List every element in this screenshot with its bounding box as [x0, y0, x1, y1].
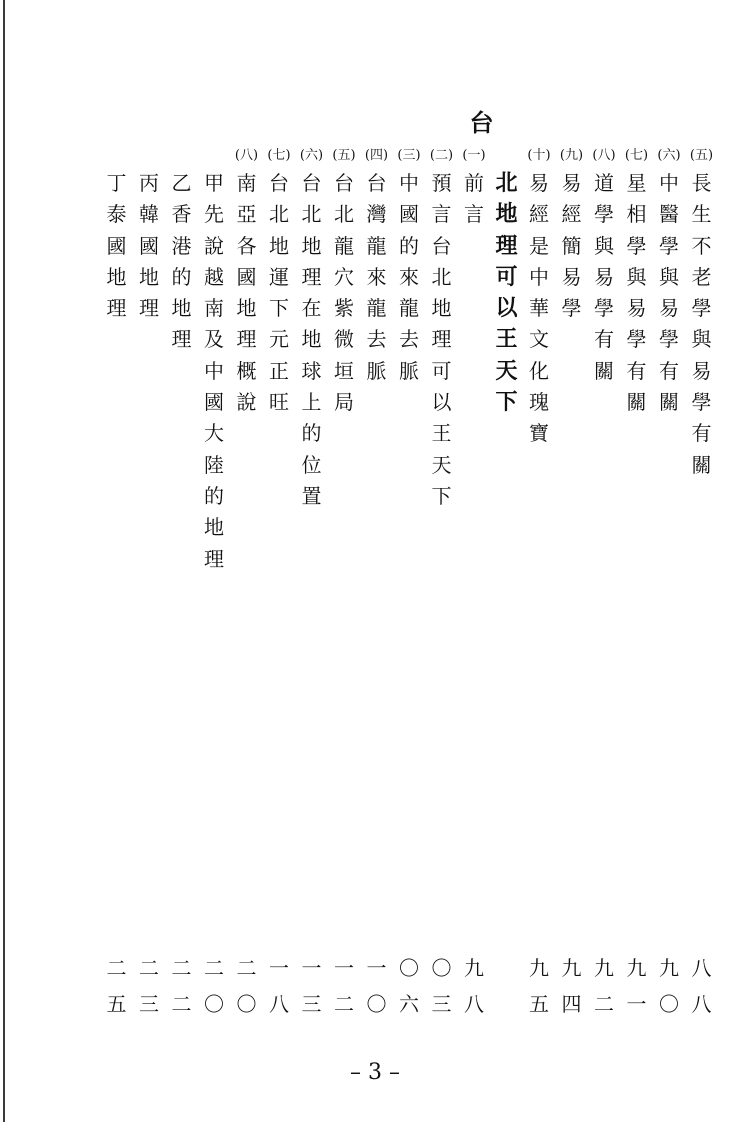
entry-title-char: 及 [204, 327, 224, 352]
entry-title-char: 香 [171, 202, 192, 227]
entry-title-char: 北 [334, 202, 354, 227]
entry-title-char: 國 [204, 390, 224, 415]
page-ref-digit: 二 [594, 992, 614, 1016]
entry-title-char: 理 [204, 546, 224, 571]
entry-title-char: 可 [495, 263, 518, 290]
entry-title-char: 丁 [106, 171, 127, 195]
entry-title-char: 有 [626, 358, 647, 383]
entry-title-char: 預 [431, 171, 452, 195]
toc-entry [688, 148, 715, 1016]
entry-title-char: 可 [431, 358, 452, 383]
entry-title-char: 易 [659, 296, 679, 321]
entry-title-char: 理 [171, 327, 192, 352]
entry-number: (五) [332, 148, 356, 163]
entry-title-char: 港 [171, 233, 192, 258]
entry-title-char: 理 [301, 264, 322, 289]
entry-title-char: 長 [691, 171, 712, 195]
page-ref-digit: 二 [204, 956, 224, 980]
entry-title-char: 學 [594, 296, 614, 321]
entry-title-char: 先 [204, 202, 224, 227]
entry-title-char: 有 [659, 358, 679, 383]
entry-title-char: 國 [236, 264, 257, 289]
entry-title-char: 地 [301, 233, 322, 258]
entry-title-char: 理 [431, 327, 452, 352]
toc-entry [428, 148, 455, 1016]
entry-title-char: 地 [269, 233, 289, 258]
toc-entry [233, 148, 260, 1016]
toc-entry [558, 148, 585, 1016]
entry-title-char: 理 [139, 296, 159, 321]
entry-number: (二) [429, 148, 454, 163]
entry-title-char: 中 [204, 358, 224, 383]
entry-title-char: 華 [529, 296, 549, 321]
entry-number: (一) [462, 148, 486, 163]
entry-title-char: 說 [204, 233, 224, 258]
entry-title-char: 越 [204, 264, 224, 289]
entry-title-char: 理 [236, 327, 257, 352]
page-ref-digit: 八 [269, 992, 289, 1016]
entry-title-char: 文 [529, 327, 549, 352]
entry-title-char: 乙 [171, 171, 192, 195]
page-ref-digit: 二 [334, 992, 354, 1016]
page-ref-digit: 九 [529, 956, 549, 980]
entry-title-char: 瑰 [529, 390, 549, 415]
entry-title-char: 南 [236, 171, 257, 195]
entry-title-char: 關 [594, 358, 614, 383]
entry-title-char: 經 [529, 202, 549, 227]
entry-title-char: 上 [301, 390, 322, 415]
page-ref-digit: 二 [171, 992, 192, 1016]
entry-title-char: 學 [659, 327, 679, 352]
entry-title-char: 關 [659, 390, 679, 415]
entry-title-char: 經 [561, 202, 582, 227]
entry-title-char: 旺 [269, 390, 289, 415]
entry-title-char: 言 [431, 202, 452, 227]
section-heading: 台 [469, 108, 494, 137]
entry-title-char: 韓 [139, 202, 159, 227]
entry-title-char: 北 [495, 170, 518, 196]
entry-title-char: 龍 [366, 233, 387, 258]
entry-number: (十) [527, 148, 551, 163]
entry-title-char: 中 [659, 171, 679, 195]
entry-title-char: 北 [269, 202, 289, 227]
entry-number: (七) [267, 148, 291, 163]
entry-title-char: 與 [691, 327, 712, 352]
entry-title-char: 龍 [334, 233, 354, 258]
entry-title-char: 易 [626, 296, 647, 321]
entry-title-char: 去 [366, 327, 387, 352]
entry-title-char: 以 [495, 295, 518, 322]
toc-entry [656, 148, 683, 1016]
entry-title-char: 大 [204, 421, 224, 446]
entry-title-char: 易 [529, 171, 549, 195]
entry-title-char: 地 [431, 296, 452, 321]
entry-title-char: 陸 [204, 452, 224, 477]
entry-number: (八) [234, 148, 259, 163]
entry-title-char: 龍 [399, 296, 419, 321]
entry-number: (六) [657, 148, 681, 163]
entry-title-char: 相 [626, 202, 647, 227]
toc-entry [526, 148, 553, 1016]
entry-title-char: 簡 [561, 233, 582, 258]
toc-entry [363, 148, 390, 1016]
page-ref-digit: 一 [334, 956, 354, 980]
entry-title-char: 亞 [236, 202, 257, 227]
page-ref-digit: 九 [626, 956, 647, 980]
page-ref-digit: 〇 [204, 992, 224, 1016]
entry-title-char: 北 [431, 264, 452, 289]
entry-title-char: 局 [334, 390, 354, 415]
toc-entry [591, 148, 618, 1016]
entry-title-char: 學 [691, 390, 712, 415]
entry-title-char: 地 [139, 264, 159, 289]
page-ref-digit: 八 [691, 992, 712, 1016]
entry-title-char: 寶 [529, 421, 549, 446]
page-ref-digit: 五 [529, 992, 549, 1016]
entry-title-char: 學 [626, 233, 647, 258]
page-ref-digit: 二 [236, 956, 257, 980]
page-ref-digit: 九 [659, 956, 679, 980]
entry-title-char: 甲 [204, 171, 224, 195]
entry-number: (八) [592, 148, 616, 163]
entry-title-char: 概 [236, 358, 257, 383]
entry-title-char: 的 [399, 233, 419, 258]
page-ref-digit: 〇 [236, 992, 257, 1016]
entry-title-char: 天 [495, 357, 518, 384]
entry-title-char: 是 [529, 233, 549, 258]
entry-title-char: 易 [594, 264, 614, 289]
entry-title-char: 位 [301, 452, 322, 477]
entry-title-char: 關 [626, 390, 647, 415]
toc-entry [201, 168, 228, 1016]
entry-title-char: 易 [561, 171, 582, 195]
toc-entry [331, 148, 358, 1016]
entry-title-char: 與 [659, 264, 679, 289]
entry-title-char: 台 [269, 171, 289, 195]
page-ref-digit: 八 [691, 956, 712, 980]
entry-title-char: 的 [171, 264, 192, 289]
entry-title-char: 星 [626, 171, 647, 195]
entry-title-char: 的 [301, 421, 322, 446]
page-ref-digit: 一 [301, 956, 322, 980]
entry-title-char: 地 [171, 296, 192, 321]
entry-title-char: 理 [106, 296, 127, 321]
page-ref-digit: 一 [366, 956, 387, 980]
entry-number: (七) [624, 148, 649, 163]
entry-title-char: 王 [431, 421, 452, 446]
page-ref-digit: 二 [171, 956, 192, 980]
page-ref-digit: 九 [464, 956, 484, 980]
entry-title-char: 國 [106, 233, 127, 258]
entry-title-char: 運 [269, 264, 289, 289]
entry-title-char: 龍 [366, 296, 387, 321]
entry-title-char: 台 [431, 233, 452, 258]
toc-entry [168, 168, 195, 1016]
entry-title-char: 地 [301, 327, 322, 352]
page-ref-digit: 四 [561, 992, 582, 1016]
toc-entry [266, 148, 293, 1016]
entry-number: (三) [397, 148, 421, 163]
entry-title-char: 各 [236, 233, 257, 258]
page-ref-digit: 〇 [399, 956, 419, 980]
toc-heading-column [493, 168, 520, 418]
entry-title-char: 的 [204, 483, 224, 508]
entry-number: (六) [299, 148, 324, 163]
page-ref-digit: 八 [464, 992, 484, 1016]
entry-title-char: 正 [269, 358, 289, 383]
entry-title-char: 前 [464, 171, 484, 195]
entry-title-char: 元 [269, 327, 289, 352]
entry-title-char: 學 [691, 296, 712, 321]
entry-title-char: 說 [236, 390, 257, 415]
entry-title-char: 王 [495, 326, 518, 353]
entry-number: (五) [689, 148, 714, 163]
entry-title-char: 台 [334, 171, 354, 195]
entry-title-char: 南 [204, 296, 224, 321]
entry-title-char: 易 [691, 358, 712, 383]
page-ref-digit: 三 [301, 992, 322, 1016]
entry-title-char: 紫 [334, 296, 354, 321]
page-ref-digit: 一 [626, 992, 647, 1016]
entry-title-char: 微 [334, 327, 354, 352]
entry-title-char: 下 [431, 483, 452, 508]
entry-title-char: 台 [301, 171, 322, 195]
entry-number: (九) [559, 148, 584, 163]
entry-title-char: 在 [301, 296, 322, 321]
page-ref-digit: 一 [269, 956, 289, 980]
entry-title-char: 來 [399, 264, 419, 289]
entry-title-char: 學 [626, 327, 647, 352]
entry-title-char: 天 [431, 452, 452, 477]
entry-number: (四) [364, 148, 389, 163]
entry-title-char: 學 [594, 202, 614, 227]
toc-entry [623, 148, 650, 1016]
book-spine-edge [3, 0, 5, 1122]
page-ref-digit: 〇 [659, 992, 679, 1016]
page-ref-digit: 六 [399, 992, 419, 1016]
entry-title-char: 學 [561, 296, 582, 321]
entry-title-char: 有 [691, 421, 712, 446]
entry-title-char: 與 [594, 233, 614, 258]
entry-title-char: 以 [431, 390, 452, 415]
page-ref-digit: 九 [594, 956, 614, 980]
entry-title-char: 理 [495, 232, 518, 259]
page-number: – 3 – [350, 1060, 400, 1085]
table-of-contents [103, 148, 714, 1038]
entry-title-char: 球 [301, 358, 322, 383]
entry-title-char: 易 [561, 264, 582, 289]
entry-title-char: 脈 [399, 358, 419, 383]
entry-title-char: 言 [464, 202, 484, 227]
toc-entry [396, 148, 423, 1016]
page-ref-digit: 二 [139, 956, 159, 980]
entry-title-char: 學 [659, 233, 679, 258]
entry-title-char: 灣 [366, 202, 387, 227]
page-ref-digit: 三 [139, 992, 159, 1016]
entry-title-char: 置 [301, 483, 322, 508]
toc-entry [298, 148, 325, 1016]
entry-title-char: 有 [594, 327, 614, 352]
entry-title-char: 穴 [334, 264, 354, 289]
entry-title-char: 泰 [106, 202, 127, 227]
entry-title-char: 關 [691, 452, 712, 477]
entry-title-char: 去 [399, 327, 419, 352]
page-ref-digit: 〇 [366, 992, 387, 1016]
entry-title-char: 與 [626, 264, 647, 289]
toc-entry [103, 168, 130, 1016]
entry-title-char: 丙 [139, 171, 159, 195]
page-ref-digit: 五 [106, 992, 127, 1016]
entry-title-char: 中 [399, 171, 419, 195]
toc-entry [136, 168, 163, 1016]
toc-entry [461, 148, 488, 1016]
entry-title-char: 下 [269, 296, 289, 321]
entry-title-char: 地 [106, 264, 127, 289]
entry-title-char: 來 [366, 264, 387, 289]
entry-title-char: 地 [236, 296, 257, 321]
entry-title-char: 化 [529, 358, 549, 383]
entry-title-char: 垣 [334, 358, 354, 383]
entry-title-char: 地 [495, 201, 518, 228]
entry-title-char: 生 [691, 202, 712, 227]
entry-title-char: 北 [301, 202, 322, 227]
entry-title-char: 台 [366, 171, 387, 195]
entry-title-char: 中 [529, 264, 549, 289]
entry-title-char: 脈 [366, 358, 387, 383]
page-ref-digit: 九 [561, 956, 582, 980]
entry-title-char: 國 [399, 202, 419, 227]
page-ref-digit: 二 [106, 956, 127, 980]
entry-title-char: 醫 [659, 202, 679, 227]
entry-title-char: 地 [204, 515, 224, 540]
entry-title-char: 老 [691, 264, 712, 289]
entry-title-char: 道 [594, 171, 614, 195]
entry-title-char: 國 [139, 233, 159, 258]
entry-title-char: 不 [691, 233, 712, 258]
page-ref-digit: 〇 [431, 956, 452, 980]
page-ref-digit: 三 [431, 992, 452, 1016]
entry-title-char: 下 [495, 389, 518, 416]
